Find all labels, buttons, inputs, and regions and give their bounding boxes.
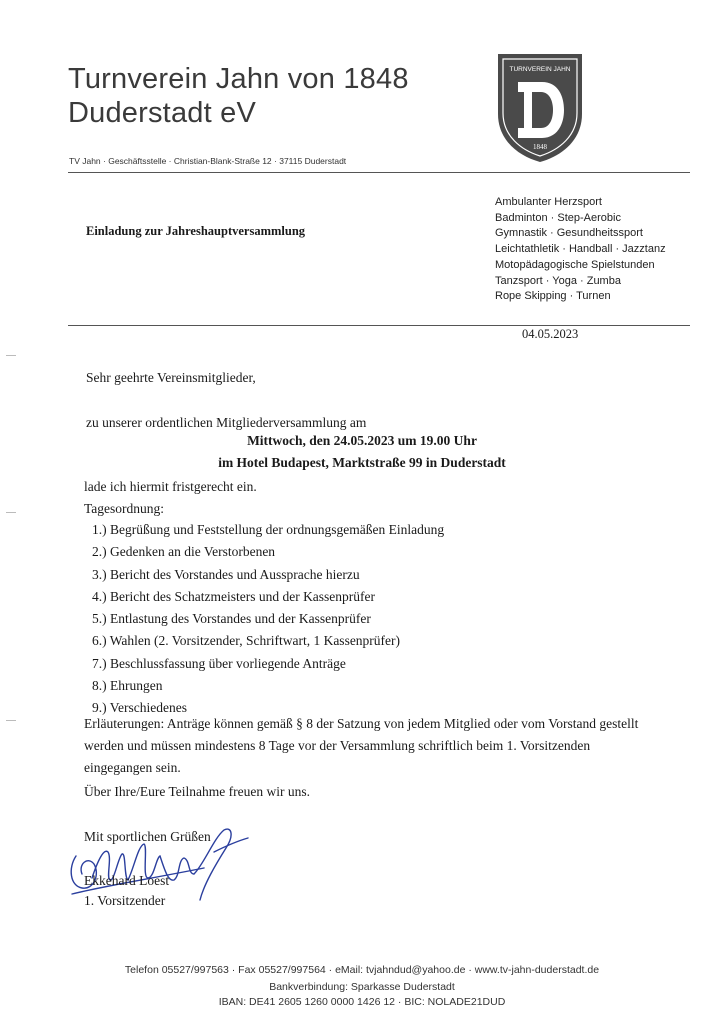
convene-text: lade ich hiermit fristgerecht ein. xyxy=(84,479,257,494)
closing-text: Über Ihre/Eure Teilnahme freuen wir uns. xyxy=(84,784,310,799)
agenda-item: 3.) Bericht des Vorstandes und Aussprache hierzu xyxy=(92,566,360,582)
salutation: Sehr geehrte Vereinsmitglieder, xyxy=(86,370,256,385)
organization-name-line2: Duderstadt eV xyxy=(68,97,256,129)
date-divider xyxy=(68,325,690,326)
letter-date: 04.05.2023 xyxy=(522,327,579,341)
agenda-item: 4.) Bericht des Schatzmeisters und der Kassenprüfer xyxy=(92,588,376,604)
agenda-list xyxy=(92,519,444,720)
footer-iban: IBAN: DE41 2605 1260 0000 1426 12 · BIC: NOLADE21DUD xyxy=(218,996,506,1008)
organization-name-line1: Turnverein Jahn von 1848 xyxy=(68,63,409,95)
regards: Mit sportlichen Grüßen xyxy=(84,829,211,844)
agenda-item: 6.) Wahlen (2. Vorsitzender, Schriftwart, 1 Kassenprüfer) xyxy=(92,633,401,649)
agenda-item: 8.) Ehrungen xyxy=(92,678,163,694)
invitation-title: Einladung zur Jahreshauptversammlung xyxy=(86,224,306,238)
footer-bank: Bankverbindung: Sparkasse Duderstadt xyxy=(269,981,455,993)
club-crest-icon xyxy=(496,52,584,164)
agenda-item: 2.) Gedenken an die Verstorbenen xyxy=(92,544,276,560)
sports-item: Rope Skipping · Turnen xyxy=(495,290,611,303)
sports-item: Leichtathletik · Handball · Jazztanz xyxy=(495,243,666,256)
agenda-item: 5.) Entlastung des Vorstandes und der Kassenprüfer xyxy=(92,611,371,627)
fold-mark xyxy=(6,720,16,721)
agenda-item: 7.) Beschlussfassung über vorliegende Anträge xyxy=(92,655,346,671)
sports-item: Motopädagogische Spielstunden xyxy=(495,258,655,271)
event-date: Mittwoch, den 24.05.2023 um 19.00 Uhr xyxy=(247,433,477,448)
organization-name xyxy=(68,62,409,130)
organization-address: TV Jahn · Geschäftsstelle · Christian-Blank-Straße 12 · 37115 Duderstadt xyxy=(69,156,347,166)
agenda-item: 1.) Begrüßung und Feststellung der ordnungsgemäßen Einladung xyxy=(92,522,445,537)
footer-contact: Telefon 05527/997563 · Fax 05527/997564 · eMail: tvjahndud@yahoo.de · www.tv-jahn-duderstadt.de xyxy=(124,964,600,976)
crest-year: 1848 xyxy=(533,143,547,151)
crest-arc-text: TURNVEREIN JAHN xyxy=(509,66,571,73)
agenda-item: 9.) Verschiedenes xyxy=(92,700,187,716)
signer-title: 1. Vorsitzender xyxy=(84,893,166,908)
intro-text: zu unserer ordentlichen Mitgliederversammlung am xyxy=(86,415,367,430)
sports-item: Tanzsport · Yoga · Zumba xyxy=(495,274,621,287)
header-divider xyxy=(68,172,690,173)
notes-paragraph: Erläuterungen: Anträge können gemäß § 8 der Satzung von jedem Mitglied oder vom Vorstand gestellt werden und müssen mindestens 8 Tage vor der Versammlung schriftlich beim 1. Vorsitzenden eingegangen sein. xyxy=(84,716,639,775)
sports-list xyxy=(495,195,666,305)
signer-name: Ekkehard Loest xyxy=(84,873,170,888)
fold-mark xyxy=(6,355,16,356)
fold-mark xyxy=(6,512,16,513)
sports-item: Ambulanter Herzsport xyxy=(495,196,602,208)
event-place: im Hotel Budapest, Marktstraße 99 in Duderstadt xyxy=(218,455,506,470)
sports-item: Badminton · Step-Aerobic xyxy=(495,211,621,224)
sports-item: Gymnastik · Gesundheitssport xyxy=(495,227,643,240)
agenda-label: Tagesordnung: xyxy=(84,501,165,516)
